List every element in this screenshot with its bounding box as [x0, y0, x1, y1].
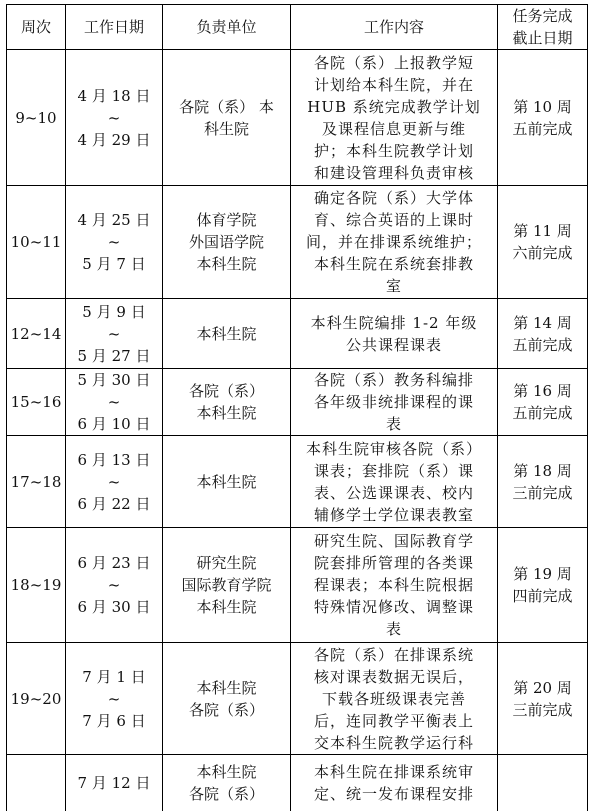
unit-line: 各院（系）: [188, 700, 264, 719]
content-line: 下载各班级课表完善: [321, 689, 466, 708]
content-line: 本科生院在排课系统审: [313, 762, 474, 781]
cell-deadline: [498, 186, 588, 299]
cell-week: 18~19: [7, 528, 66, 643]
date-line: ~: [107, 393, 121, 411]
cell-deadline: [498, 643, 588, 755]
cell-content: [291, 299, 498, 369]
date-line: ~: [107, 233, 121, 251]
deadline-line: 六前完成: [512, 244, 573, 262]
cell-week: 10~11: [7, 186, 66, 299]
deadline-line: 五前完成: [512, 119, 573, 138]
unit-line: 本科生院: [196, 472, 257, 491]
cell-date: [66, 436, 163, 528]
cell-content: [291, 369, 498, 436]
header-unit: 负责单位: [163, 5, 291, 50]
content-line: 院套排所管理的各类课: [313, 554, 474, 572]
content-line: 表: [385, 620, 402, 638]
content-line: 各院（系）教务科编排: [313, 371, 474, 389]
deadline-line: 五前完成: [512, 404, 573, 422]
cell-content: [291, 643, 498, 755]
cell-unit: [163, 755, 291, 811]
date-line: ~: [107, 689, 121, 708]
cell-week: 15~16: [7, 369, 66, 436]
unit-line: 本科生院: [196, 598, 257, 616]
cell-date: [66, 643, 163, 755]
deadline-line: 第 18 周: [513, 461, 572, 480]
date-line: ~: [107, 108, 121, 127]
cell-content: [291, 50, 498, 186]
cell-deadline: [498, 369, 588, 436]
unit-line: 本科生院: [196, 324, 257, 343]
unit-line: 本科生院: [196, 404, 257, 422]
date-line: 7 月 12 日: [77, 773, 151, 792]
table-row: [7, 299, 588, 369]
content-line: 各院（系）上报教学短: [313, 53, 474, 72]
table-row: [7, 528, 588, 643]
content-line: 及课程信息更新与维: [321, 119, 466, 138]
table-row: [7, 186, 588, 299]
cell-deadline: [498, 299, 588, 369]
cell-date: [66, 186, 163, 299]
date-line: 5 月 27 日: [77, 346, 151, 365]
cell-content: [291, 436, 498, 528]
date-line: ~: [107, 324, 121, 343]
date-line: ~: [107, 472, 121, 491]
deadline-line: 第 14 周: [513, 313, 572, 332]
cell-week: 12~14: [7, 299, 66, 369]
cell-unit: [163, 299, 291, 369]
date-line: 6 月 13 日: [77, 450, 151, 469]
deadline-line: 第 16 周: [513, 382, 572, 400]
content-line: 各年级非统排课程的课: [313, 393, 474, 411]
cell-week: 19~20: [7, 643, 66, 755]
header-row: [7, 5, 588, 50]
content-line: 交本科生院教学运行科: [313, 733, 474, 752]
cell-unit: [163, 369, 291, 436]
cell-week: 17~18: [7, 436, 66, 528]
cell-deadline: [498, 755, 588, 811]
unit-line: 各院（系）: [188, 382, 264, 400]
table-row: [7, 643, 588, 755]
unit-line: 各院（系） 本: [179, 97, 274, 116]
header-deadline-line: 任务完成: [512, 7, 573, 25]
table-row: [7, 50, 588, 186]
unit-line: 本科生院: [196, 255, 257, 273]
cell-unit: [163, 643, 291, 755]
cell-deadline: [498, 436, 588, 528]
content-line: 计划给本科生院，并在: [313, 75, 474, 94]
content-line: 核对课表数据无误后，: [313, 667, 474, 686]
table-row: [7, 755, 588, 811]
cell-week: [7, 755, 66, 811]
date-line: 4 月 18 日: [77, 86, 151, 105]
cell-content: [291, 755, 498, 811]
content-line: 后，连同教学平衡表上: [313, 711, 474, 730]
date-line: 6 月 10 日: [77, 415, 151, 433]
unit-line: 国际教育学院: [181, 576, 272, 594]
date-line: 6 月 23 日: [77, 554, 151, 572]
content-line: 室: [385, 277, 402, 295]
content-line: 表: [385, 415, 402, 433]
content-line: 护；本科生院教学计划: [313, 141, 474, 160]
cell-date: [66, 369, 163, 436]
deadline-line: 第 20 周: [513, 678, 572, 697]
header-deadline-line: 截止日期: [512, 29, 573, 47]
date-line: 6 月 30 日: [77, 598, 151, 616]
date-line: 7 月 1 日: [82, 667, 146, 686]
date-line: 5 月 7 日: [82, 255, 146, 273]
header-deadline: [498, 5, 588, 50]
cell-date: [66, 755, 163, 811]
cell-date: [66, 299, 163, 369]
content-line: 公共课程课表: [345, 335, 442, 354]
cell-unit: [163, 186, 291, 299]
content-line: 和建设管理科负责审核: [313, 163, 474, 182]
header-date: 工作日期: [66, 5, 163, 50]
content-line: 研究生院、国际教育学: [313, 532, 474, 550]
unit-line: 本科生院: [196, 678, 257, 697]
unit-line: 外国语学院: [188, 233, 264, 251]
cell-week: 9~10: [7, 50, 66, 186]
content-line: HUB 系统完成教学计划: [307, 97, 481, 116]
cell-unit: [163, 436, 291, 528]
cell-deadline: [498, 50, 588, 186]
content-line: 本科生院编排 1-2 年级: [310, 313, 478, 332]
header-content: 工作内容: [291, 5, 498, 50]
content-line: 各院（系）在排课系统: [313, 645, 474, 664]
cell-date: [66, 50, 163, 186]
content-line: 本科生院在系统套排教: [313, 255, 474, 273]
date-line: 4 月 29 日: [77, 130, 151, 149]
content-line: 定、统一发布课程安排: [313, 784, 474, 803]
schedule-table: [6, 4, 588, 811]
content-line: 间，并在排课系统维护；: [305, 233, 482, 251]
date-line: 4 月 25 日: [77, 211, 151, 229]
header-week: 周次: [7, 5, 66, 50]
date-line: 5 月 9 日: [82, 302, 146, 321]
date-line: ~: [107, 576, 121, 594]
unit-line: 本科生院: [196, 762, 257, 781]
deadline-line: 三前完成: [512, 483, 573, 502]
deadline-line: 三前完成: [512, 700, 573, 719]
unit-line: 体育学院: [196, 211, 257, 229]
unit-line: 研究生院: [196, 554, 257, 572]
unit-line: 各院（系）: [188, 784, 264, 803]
content-line: 特殊情况修改、调整课: [313, 598, 474, 616]
cell-unit: [163, 50, 291, 186]
content-line: 育、综合英语的上课时: [313, 211, 474, 229]
cell-deadline: [498, 528, 588, 643]
table-row: [7, 436, 588, 528]
content-line: 辅修学士学位课表教室: [313, 505, 474, 524]
date-line: 7 月 6 日: [82, 711, 146, 730]
unit-line: 科生院: [203, 119, 249, 138]
content-line: 表、公选课课表、校内: [313, 483, 474, 502]
content-line: 确定各院（系）大学体: [313, 189, 474, 207]
deadline-line: 四前完成: [512, 587, 573, 605]
content-line: 课表；套排院（系）课: [313, 461, 474, 480]
cell-date: [66, 528, 163, 643]
deadline-line: 五前完成: [512, 335, 573, 354]
deadline-line: 第 10 周: [513, 97, 572, 116]
table-row: [7, 369, 588, 436]
cell-content: [291, 528, 498, 643]
deadline-line: 第 19 周: [513, 565, 572, 583]
date-line: 6 月 22 日: [77, 494, 151, 513]
cell-unit: [163, 528, 291, 643]
deadline-line: 第 11 周: [513, 222, 572, 240]
date-line: 5 月 30 日: [77, 371, 151, 389]
content-line: 本科生院审核各院（系）: [305, 439, 482, 458]
cell-content: [291, 186, 498, 299]
content-line: 程课表；本科生院根据: [313, 576, 474, 594]
